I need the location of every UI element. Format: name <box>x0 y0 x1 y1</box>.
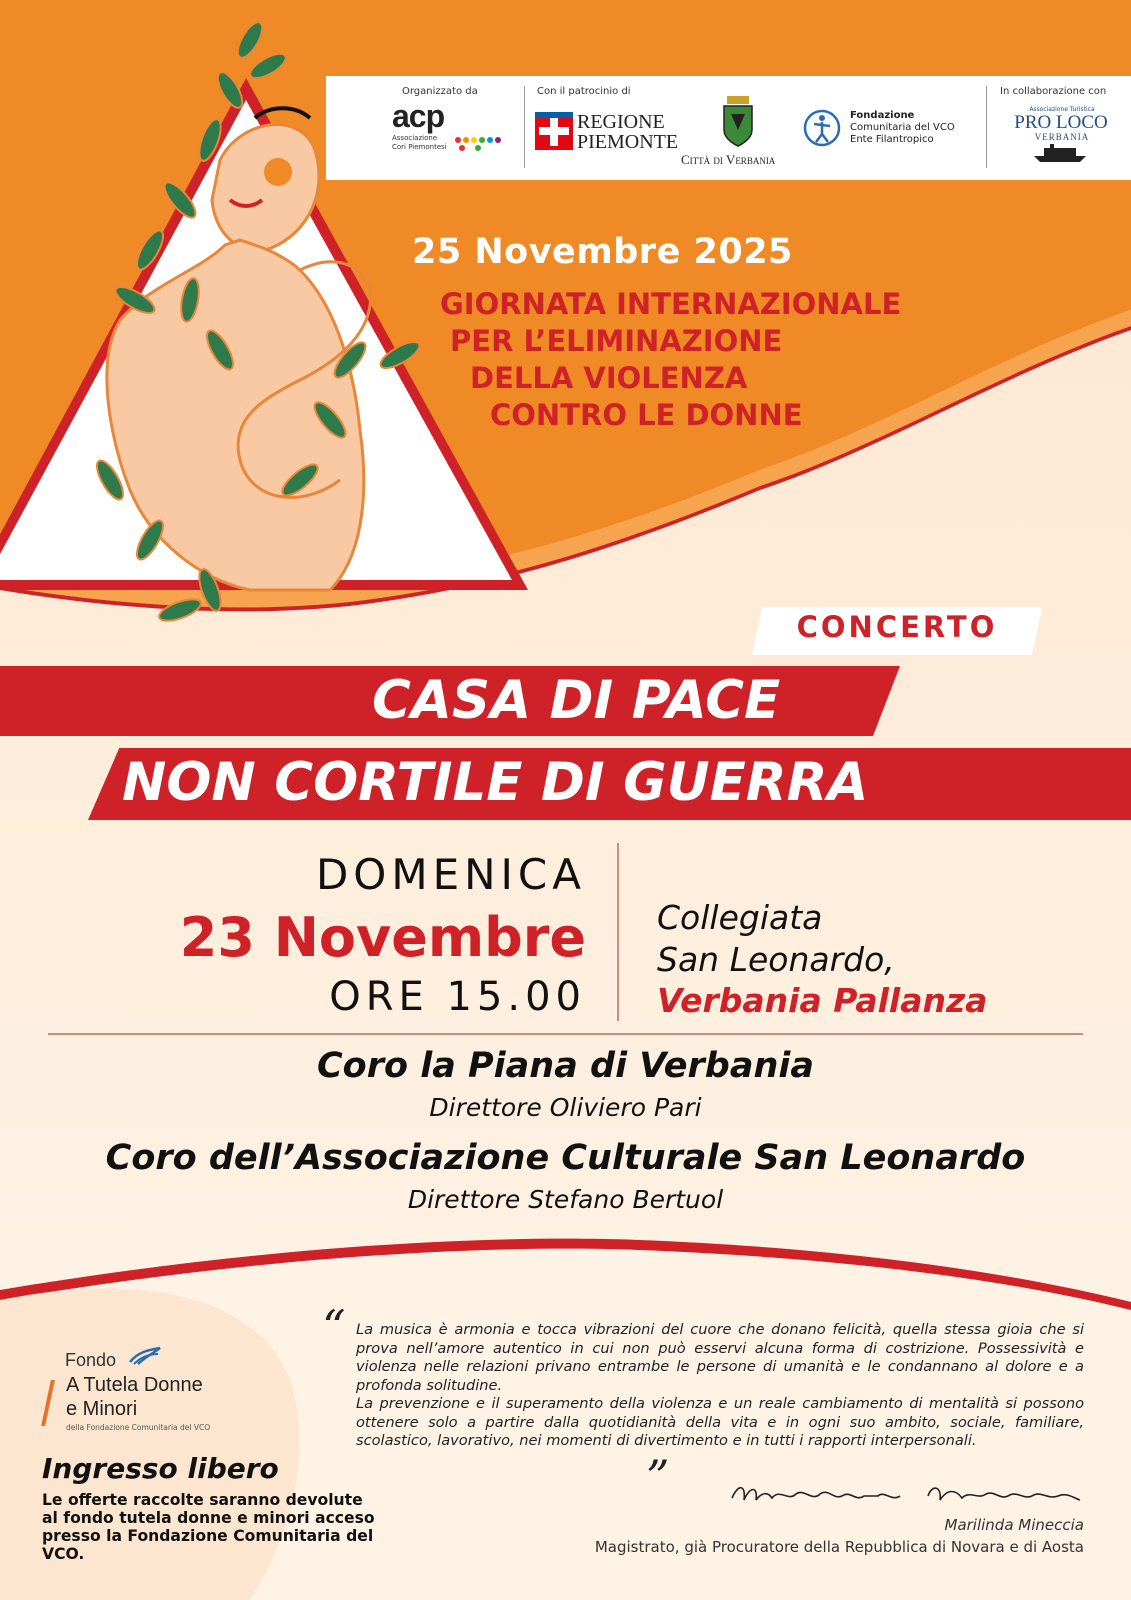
fondazione-text <box>850 110 955 146</box>
ingresso-text: Le offerte raccolte saranno devolute al fondo tutela donne e minori acceso presso la Fondazione Comunitaria del VCO. <box>42 1491 375 1563</box>
divider-vertical <box>617 843 619 1021</box>
fondo-line2: e Minori <box>66 1398 138 1420</box>
fondo-logo-text <box>66 1373 203 1421</box>
location-line1: Collegiata <box>657 898 823 937</box>
fondazione-line3: Ente Filantropico <box>850 134 934 145</box>
regione-piemonte-text <box>577 112 678 152</box>
giornata-line: DELLA VIOLENZA <box>470 361 748 395</box>
concert-title-line2: NON CORTILE DI GUERRA <box>122 752 869 813</box>
author-name: Marilinda Mineccia <box>944 1516 1084 1534</box>
collaborazione-label: In collaborazione con <box>1000 86 1107 97</box>
swoosh-icon <box>128 1346 162 1366</box>
acp-logo-sub <box>392 134 447 152</box>
logo-strip <box>326 76 1131 180</box>
author-signature <box>728 1478 1084 1512</box>
fondo-logo-word: Fondo <box>65 1350 117 1370</box>
performer-name: Coro dell’Associazione Culturale San Leonardo <box>105 1138 1026 1178</box>
giornata-title <box>440 286 901 434</box>
regione-line1: REGIONE <box>577 111 665 133</box>
location-line2: San Leonardo, <box>657 940 895 979</box>
quote-paragraph: La musica è armonia e tocca vibrazioni del cuore che donano felicità, quella stessa gioia che si prova nell’amore autentico in cui non può esservi alcuna forma di costrizione. Possessività e violenza nelle relazioni privano entrambe le persone di umanità e le condannano al dolore e a profonda solitudine. <box>356 1321 1084 1394</box>
patrocinio-label: Con il patrocinio di <box>537 86 631 97</box>
quote-text <box>356 1321 1084 1451</box>
concerto-label: CONCERTO <box>796 610 998 644</box>
proloco-sub-text: VERBANIA <box>1034 132 1090 142</box>
performer-director: Direttore Oliviero Pari <box>429 1093 702 1122</box>
fondo-logo-small: della Fondazione Comunitaria del VCO <box>66 1423 211 1432</box>
giornata-line: GIORNATA INTERNAZIONALE <box>440 287 902 321</box>
day-date: 23 Novembre <box>179 906 586 969</box>
author-role: Magistrato, già Procuratore della Repubblica di Novara e di Aosta <box>594 1538 1084 1556</box>
concert-title-line1: CASA DI PACE <box>372 670 781 731</box>
separator <box>986 86 987 168</box>
acp-logo-cell <box>386 76 516 180</box>
performer-director: Direttore Stefano Bertuol <box>407 1185 724 1214</box>
acp-sub1: Associazione <box>392 134 438 142</box>
citta-verbania-text: Città di Verbania <box>681 152 776 167</box>
regione-piemonte-flag-icon <box>535 112 573 150</box>
fondazione-line1: Fondazione <box>850 110 915 121</box>
acp-sub2: Cori Piemontesi <box>392 143 447 151</box>
fondazione-cell <box>796 76 966 180</box>
fondazione-line2: Comunitaria del VCO <box>850 122 955 133</box>
organizzato-label: Organizzato da <box>402 86 478 97</box>
divider-horizontal <box>48 1033 1083 1035</box>
proloco-cell <box>992 76 1131 180</box>
giornata-line: PER L’ELIMINAZIONE <box>450 324 783 358</box>
acp-dots-icon <box>454 132 504 152</box>
quote-paragraph: La prevenzione e il superamento della violenza e un reale cambiamento di mentalità si possono ottenere solo a partire dalla quotidianità della vita e in ogni suo ambito, sociale, familiare, scolastico, lavorativo, nei momenti di divertimento e in tutti i rapporti interpersonali. <box>356 1395 1084 1449</box>
acp-logo-text: acp <box>392 98 445 134</box>
regione-line2: PIEMONTE <box>577 131 679 153</box>
event-time: ORE 15.00 <box>329 974 586 1020</box>
proloco-main-text: PRO LOCO <box>1014 112 1108 133</box>
patrocinio-cell <box>531 76 801 180</box>
performer-name: Coro la Piana di Verbania <box>317 1046 814 1086</box>
verbania-crest-icon <box>721 96 755 148</box>
quote-open-mark: “ <box>322 1300 346 1354</box>
separator <box>524 86 525 168</box>
proloco-boat-icon <box>1030 144 1090 164</box>
quote-close-mark: ” <box>646 1450 670 1504</box>
day-name: DOMENICA <box>315 850 586 899</box>
giornata-line: CONTRO LE DONNE <box>490 398 803 432</box>
fondo-line1: A Tutela Donne <box>66 1374 203 1396</box>
awareness-date: 25 Novembre 2025 <box>412 232 793 272</box>
fondazione-vco-icon <box>802 108 842 148</box>
proloco-top-text: Associazione Turistica <box>1029 106 1095 113</box>
location-line3: Verbania Pallanza <box>657 981 988 1020</box>
ingresso-title: Ingresso libero <box>42 1452 279 1485</box>
